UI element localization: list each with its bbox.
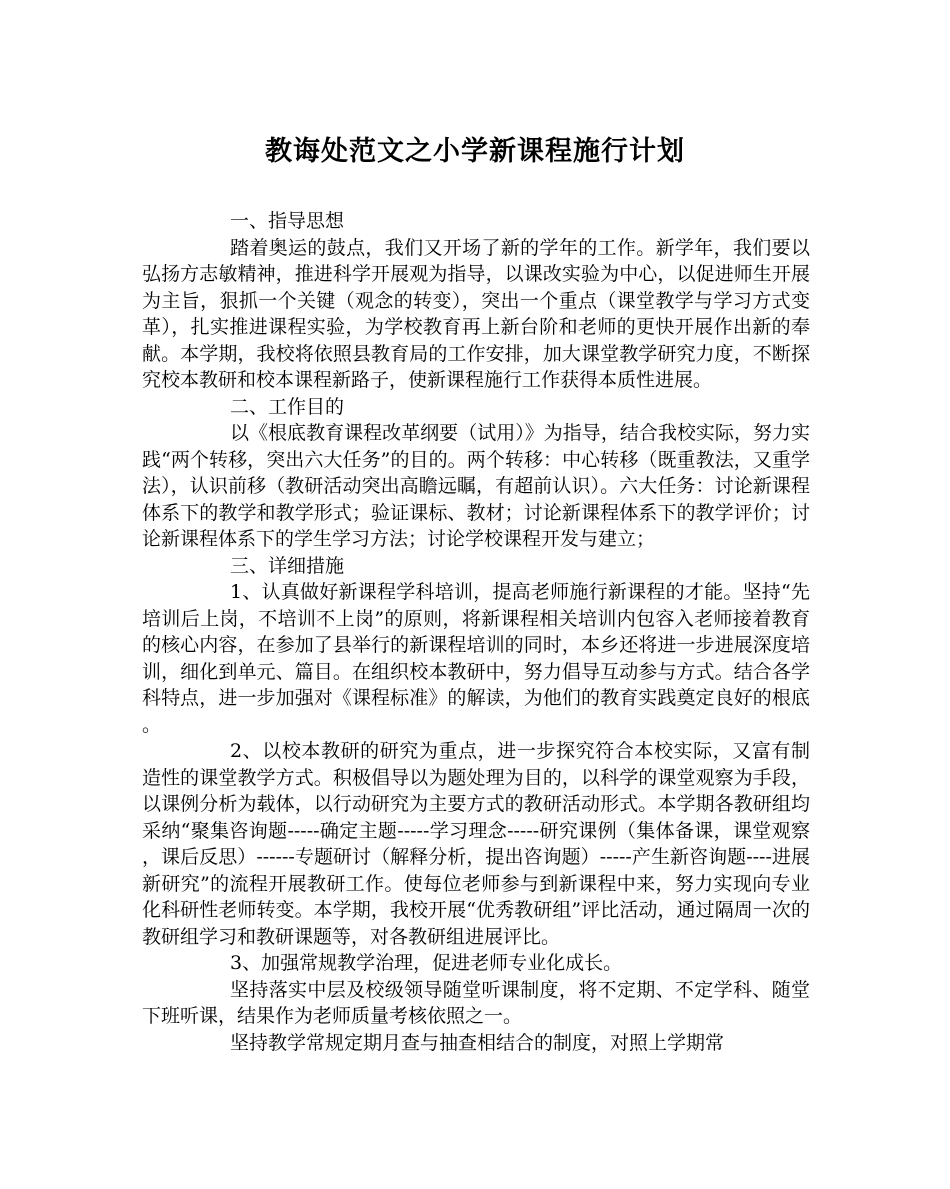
document-body xyxy=(142,208,810,1056)
paragraph: 踏着奥运的鼓点，我们又开场了新的学年的工作。新学年，我们要以弘扬方志敏精神，推进科学开展观为指导，以课改实验为中心，以促进师生开展为主旨，狠抓一个关键（观念的转变），突出一个重点（课堂教学与学习方式变革），扎实推进课程实验，为学校教育再上新台阶和老师的更快开展作出新的奉献。本学期，我校将依照县教育局的工作安排，加大课堂教学研究力度，不断探究校本教研和校本课程新路子，使新课程施行工作获得本质性进展。 xyxy=(142,236,810,391)
paragraph: 坚持落实中层及校级领导随堂听课制度，将不定期、不定学科、随堂下班听课，结果作为老师质量考核依照之一。 xyxy=(142,978,810,1027)
paragraph: 2、以校本教研的研究为重点，进一步探究符合本校实际，又富有制造性的课堂教学方式。积极倡导以为题处理为目的，以科学的课堂观察为手段，以课例分析为载体，以行动研究为主要方式的教研活动形式。本学期各教研组均采纳“聚集咨询题-----确定主题-----学习理念-----研究课例（集体备课，课堂观察，课后反思）------专题研讨（解释分析，提出咨询题）-----产生新咨询题----进展新研究”的流程开展教研工作。使每位老师参与到新课程中来，努力实现向专业化科研性老师转变。本学期，我校开展“优秀教研组”评比活动，通过隔周一次的教研组学习和教研课题等，对各教研组进展评比。 xyxy=(142,740,810,948)
paragraph: 坚持教学常规定期月查与抽查相结合的制度，对照上学期常 xyxy=(230,1031,725,1054)
paragraph: 以《根底教育课程改革纲要（试用）》为指导，结合我校实际，努力实践“两个转移，突出六大任务”的目的。两个转移：中心转移（既重教法，又重学法），认识前移（教研活动突出高瞻远瞩，有超前认识）。六大任务：讨论新课程体系下的教学和教学形式；验证课标、教材；讨论新课程体系下的教学评价；讨论新课程体系下的学生学习方法；讨论学校课程开发与建立； xyxy=(142,422,810,550)
paragraph: 1、认真做好新课程学科培训，提高老师施行新课程的才能。坚持“先培训后上岗，不培训不上岗”的原则，将新课程相关培训内包容入老师接着教育的核心内容，在参加了县举行的新课程培训的同时，本乡还将进一步进展深度培训，细化到单元、篇目。在组织校本教研中，努力倡导互动参与方式。结合各学科特点，进一步加强对《课程标准》的解读，为他们的教育实践奠定良好的根底。 xyxy=(142,581,810,736)
section-heading-guiding-ideology: 一、指导思想 xyxy=(230,210,345,232)
paragraph: 3、加强常规教学治理，促进老师专业化成长。 xyxy=(230,952,623,974)
section-heading-work-goal: 二、工作目的 xyxy=(230,395,345,418)
document-title: 教诲处范文之小学新课程施行计划 xyxy=(265,136,685,167)
section-heading-measures: 三、详细措施 xyxy=(230,554,345,577)
